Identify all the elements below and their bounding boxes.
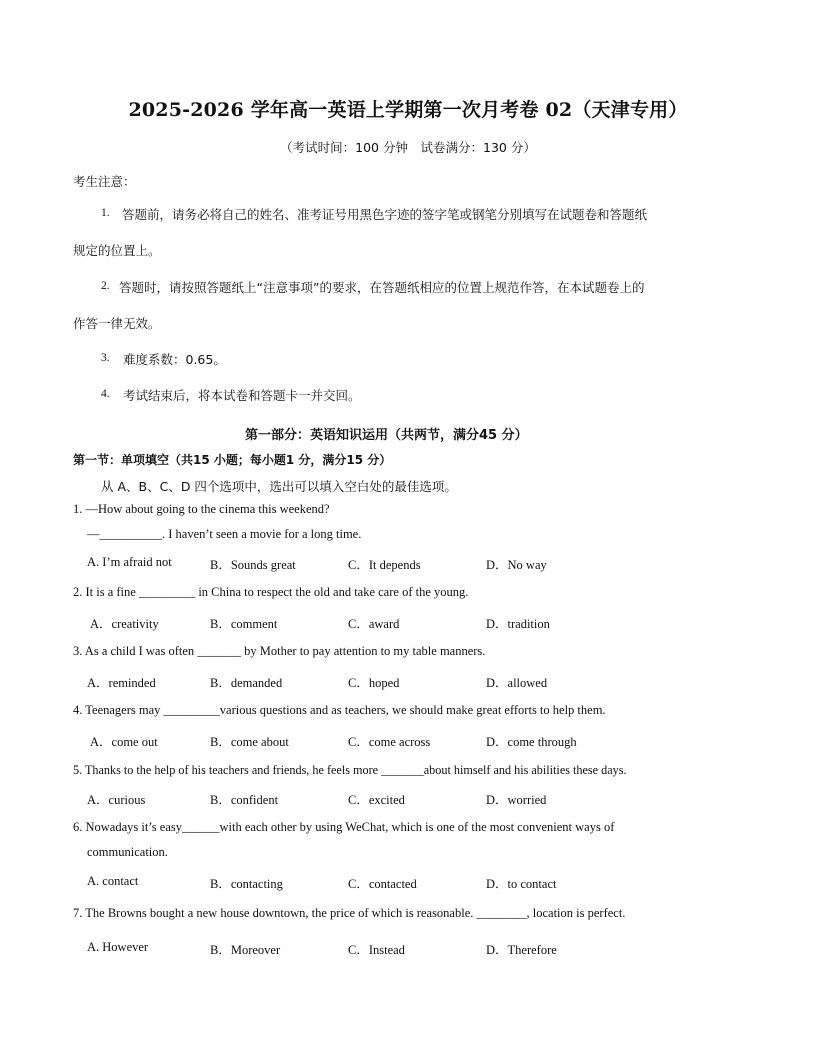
notice-item-number: 4.: [101, 388, 110, 400]
question-stem: 4. Teenagers may _________various questions and as teachers, we should make great efforts to help them.: [73, 703, 606, 717]
option-c[interactable]: C．award: [348, 617, 400, 631]
question-stem-cont: —__________. I haven’t seen a movie for a long time.: [87, 527, 362, 541]
question-stem-cont: communication.: [87, 845, 168, 859]
option-c[interactable]: C．Instead: [348, 943, 405, 957]
option-d[interactable]: D．worried: [486, 793, 547, 807]
option-d[interactable]: D．come through: [486, 735, 577, 749]
section-heading: 第一节：单项填空（共15 小题；每小题1 分，满分15 分）: [73, 453, 392, 467]
notice-item-text-cont: 规定的位置上。: [73, 243, 161, 258]
notice-heading: 考生注意：: [73, 174, 136, 189]
option-a[interactable]: A．reminded: [87, 676, 156, 690]
option-d[interactable]: D．to contact: [486, 877, 557, 891]
option-d[interactable]: D．No way: [486, 558, 547, 572]
option-d[interactable]: D．Therefore: [486, 943, 557, 957]
option-c[interactable]: C．excited: [348, 793, 405, 807]
option-c[interactable]: C．come across: [348, 735, 431, 749]
question-stem: 5. Thanks to the help of his teachers and friends, he feels more _______about himself and his abilities these days.: [73, 763, 627, 777]
notice-item-number: 3.: [101, 352, 110, 364]
option-b[interactable]: B．contacting: [210, 877, 283, 891]
notice-item-text: 考试结束后，将本试卷和答题卡一并交回。: [123, 388, 361, 403]
notice-item-text-cont: 作答一律无效。: [73, 316, 161, 331]
section-instruction: 从 A、B、C、D 四个选项中，选出可以填入空白处的最佳选项。: [101, 479, 457, 494]
option-a[interactable]: A．creativity: [90, 617, 159, 631]
option-b[interactable]: B．Moreover: [210, 943, 281, 957]
question-stem: 2. It is a fine _________ in China to respect the old and take care of the young.: [73, 585, 469, 599]
option-b[interactable]: B．come about: [210, 735, 289, 749]
notice-item-text: 答题前，请务必将自己的姓名、准考证号用黑色字迹的签字笔或钢笔分别填写在试题卷和答题纸: [122, 207, 648, 222]
exam-subtitle: （考试时间：100 分钟 试卷满分：130 分）: [280, 140, 536, 155]
option-a[interactable]: A．come out: [90, 735, 158, 749]
notice-item-text: 答题时，请按照答题纸上“注意事项”的要求，在答题纸相应的位置上规范作答，在本试题卷上的: [119, 280, 645, 295]
option-b[interactable]: B．Sounds great: [210, 558, 296, 572]
option-a[interactable]: A．curious: [87, 793, 146, 807]
question-stem: 1. —How about going to the cinema this weekend?: [73, 502, 330, 516]
option-a[interactable]: A. I’m afraid not: [87, 555, 172, 569]
option-c[interactable]: C．It depends: [348, 558, 421, 572]
question-stem: 7. The Browns bought a new house downtown, the price of which is reasonable. ________, location is perfect.: [73, 906, 626, 920]
option-c[interactable]: C．contacted: [348, 877, 417, 891]
option-a[interactable]: A. However: [87, 940, 149, 954]
option-d[interactable]: D．allowed: [486, 676, 548, 690]
option-c[interactable]: C．hoped: [348, 676, 400, 690]
notice-item-number: 1.: [101, 207, 110, 219]
option-b[interactable]: B．demanded: [210, 676, 283, 690]
option-b[interactable]: B．comment: [210, 617, 278, 631]
option-b[interactable]: B．confident: [210, 793, 279, 807]
option-d[interactable]: D．tradition: [486, 617, 550, 631]
exam-title: 2025-2026 学年高一英语上学期第一次月考卷 02（天津专用）: [128, 99, 688, 121]
notice-item-number: 2.: [101, 280, 110, 292]
question-stem: 6. Nowadays it’s easy______with each other by using WeChat, which is one of the most convenient ways of: [73, 820, 615, 834]
notice-item-text: 难度系数：0.65。: [123, 352, 226, 367]
part-heading: 第一部分：英语知识运用（共两节，满分45 分）: [245, 428, 528, 443]
question-stem: 3. As a child I was often _______ by Mother to pay attention to my table manners.: [73, 644, 486, 658]
option-a[interactable]: A. contact: [87, 874, 139, 888]
